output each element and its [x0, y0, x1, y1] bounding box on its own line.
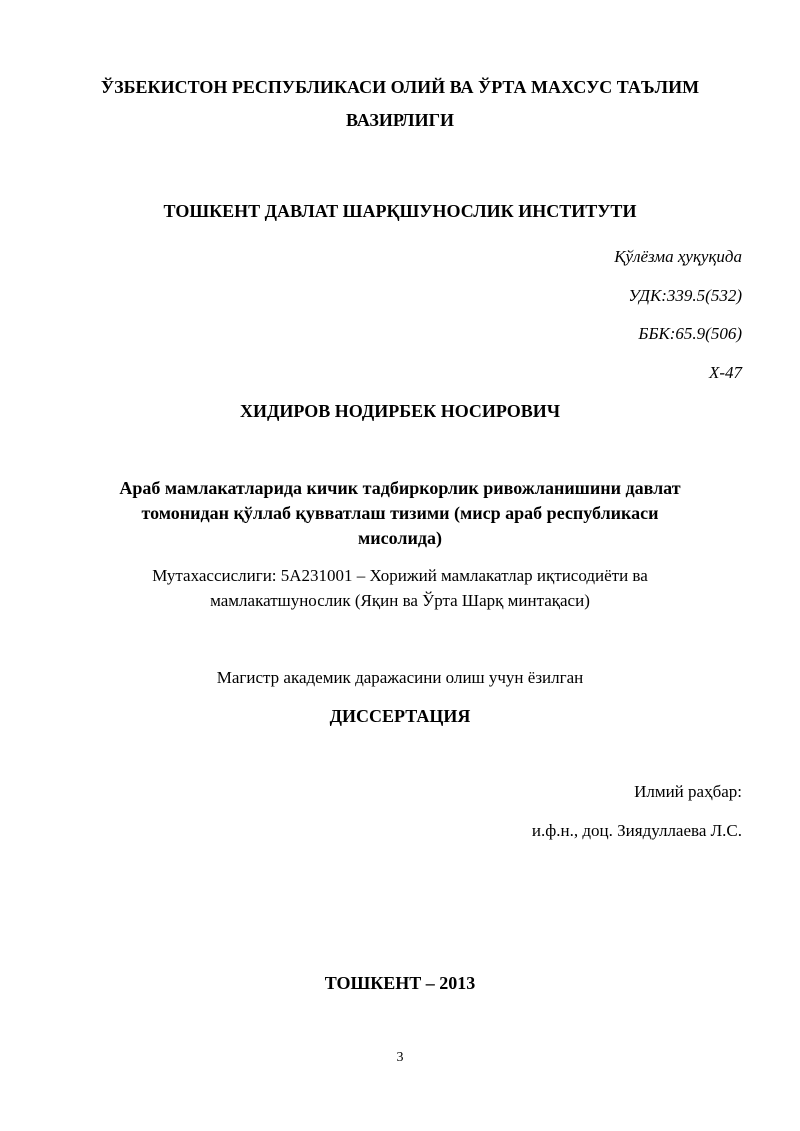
- ministry-line-1: ЎЗБЕКИСТОН РЕСПУБЛИКАСИ ОЛИЙ ВА ЎРТА МАХСУС ТАЪЛИМ: [100, 77, 700, 97]
- page-number: 3: [396, 1050, 404, 1065]
- udk-code: УДК:339.5(532): [628, 286, 742, 305]
- place-year: ТОШКЕНТ – 2013: [324, 973, 476, 993]
- institute-name: ТОШКЕНТ ДАВЛАТ ШАРҚШУНОСЛИК ИНСТИТУТИ: [163, 201, 637, 221]
- degree-purpose: Магистр академик даражасини олиш учун ёзилган: [216, 668, 584, 687]
- manuscript-rights: Қўлёзма ҳуқуқида: [614, 247, 742, 266]
- bbk-code: ББК:65.9(506): [638, 324, 742, 343]
- specialty-line-2: мамлакатшунослик (Яқин ва Ўрта Шарқ минтақаси): [210, 591, 590, 610]
- document-type: ДИССЕРТАЦИЯ: [329, 706, 471, 726]
- author-code: Х-47: [708, 363, 742, 382]
- ministry-line-2: ВАЗИРЛИГИ: [345, 110, 455, 130]
- supervisor-name: и.ф.н., доц. Зиядуллаева Л.С.: [531, 821, 742, 840]
- specialty-line-1: Мутахассислиги: 5А231001 – Хорижий мамлакатлар иқтисодиёти ва: [152, 566, 648, 585]
- dissertation-title-line-2: томонидан қўллаб қувватлаш тизими (миср араб республикаси: [141, 503, 659, 523]
- author-name: ХИДИРОВ НОДИРБЕК НОСИРОВИЧ: [239, 401, 561, 421]
- dissertation-title-line-1: Араб мамлакатларида кичик тадбиркорлик ривожланишини давлат: [119, 478, 681, 498]
- dissertation-title-line-3: мисолида): [358, 528, 442, 548]
- supervisor-label: Илмий раҳбар:: [634, 782, 742, 801]
